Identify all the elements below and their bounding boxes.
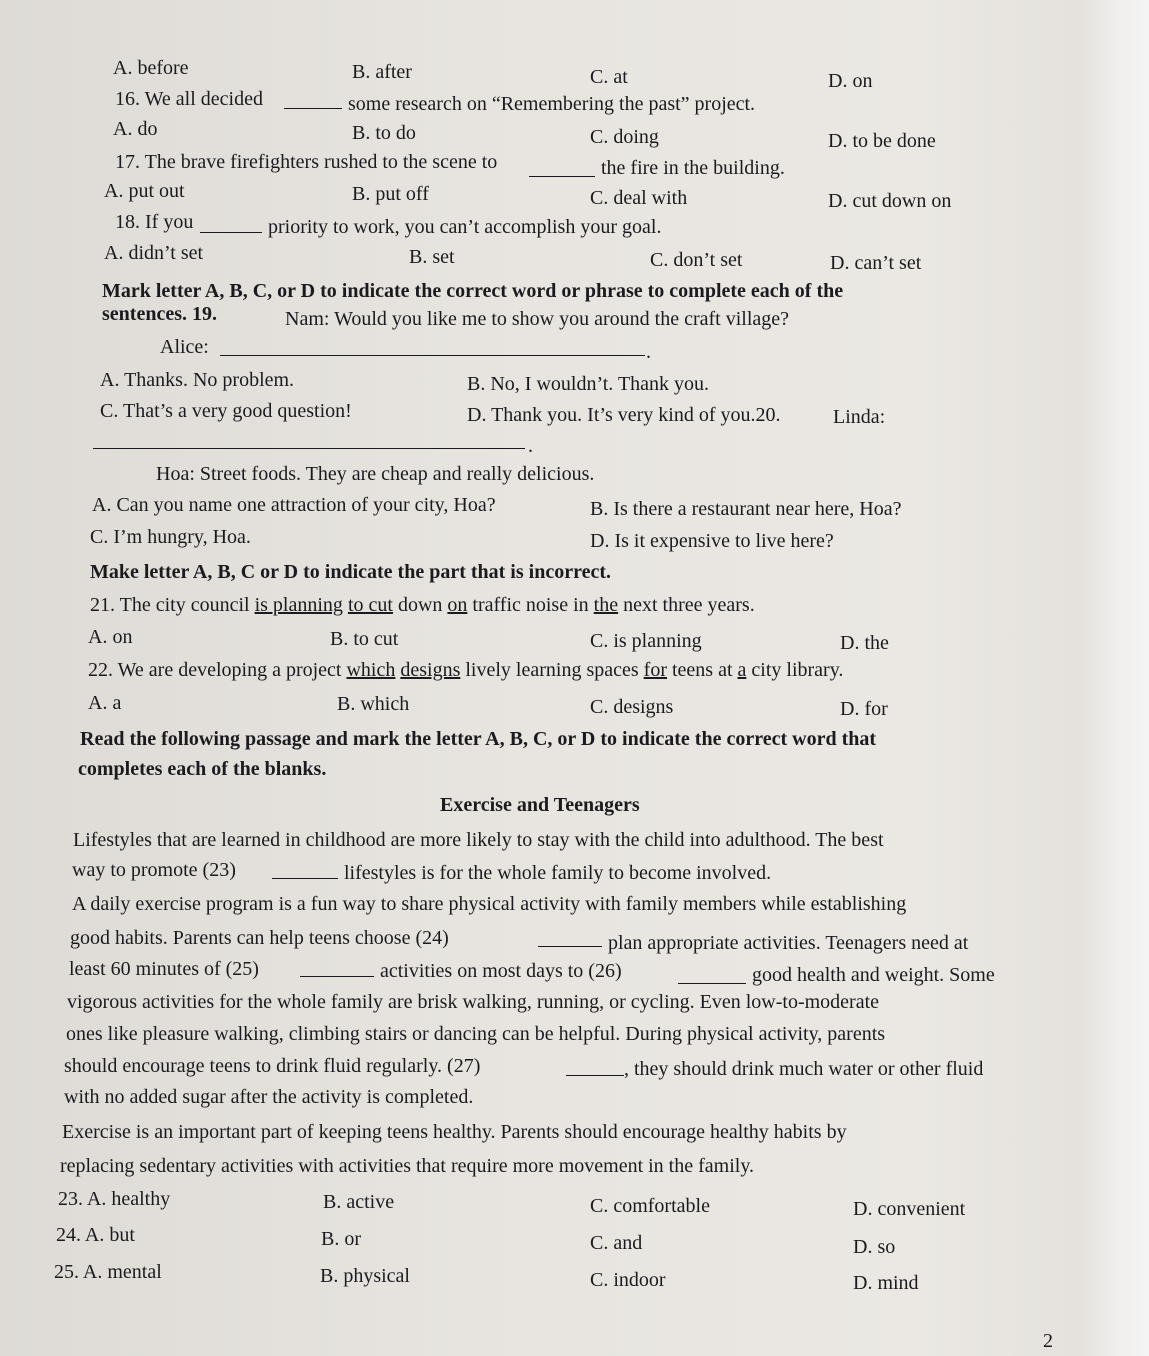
q22-underlined-a: a: [737, 659, 747, 681]
section-heading-mark-correct-cont: sentences. 19.: [102, 303, 217, 325]
q17-blank: [529, 176, 595, 177]
q21-underlined-d: the: [593, 594, 619, 616]
passage-line: ones like pleasure walking, climbing stairs or dancing can be helpful. During physical activity, parents: [66, 1023, 886, 1045]
q21-text: next three years.: [618, 594, 755, 616]
q22-option-b: B. which: [337, 693, 410, 715]
q19-blank-end: .: [646, 341, 651, 363]
q22-text: lively learning spaces: [460, 659, 644, 681]
q18-blank: [200, 232, 262, 233]
q21-underlined-b: to cut: [347, 594, 393, 616]
q25-option-d: D. mind: [853, 1272, 919, 1294]
q22-text: city library.: [746, 659, 844, 681]
passage-line: Exercise is an important part of keeping teens healthy. Parents should encourage healthy habits by: [62, 1121, 847, 1143]
q15-option-a: A. before: [113, 57, 189, 79]
q16-option-c: C. doing: [590, 126, 659, 148]
q21-option-c: C. is planning: [590, 630, 702, 652]
q20-option-b: B. Is there a restaurant near here, Hoa?: [590, 498, 902, 520]
passage-line: way to promote (23): [72, 859, 236, 881]
q24-option-c: C. and: [590, 1232, 643, 1254]
q16-option-a: A. do: [113, 118, 158, 140]
q17-option-a: A. put out: [104, 180, 185, 202]
passage-line: good habits. Parents can help teens choose (24): [70, 927, 449, 949]
q23-option-d: D. convenient: [853, 1198, 966, 1220]
q20-option-c: C. I’m hungry, Hoa.: [90, 526, 251, 548]
q23-option-c: C. comfortable: [590, 1195, 710, 1217]
q23-option-a: 23. A. healthy: [58, 1188, 171, 1210]
q18-stem-start: 18. If you: [115, 211, 194, 233]
q19-prompt: Nam: Would you like me to show you around the craft village?: [285, 308, 790, 330]
passage-line: A daily exercise program is a fun way to share physical activity with family members while establishing: [72, 893, 907, 915]
section-heading-reading: Read the following passage and mark the letter A, B, C, or D to indicate the correct word that: [80, 728, 877, 750]
q21-text: 21. The city council: [90, 594, 255, 616]
q21-option-a: A. on: [88, 626, 133, 648]
q22-text: teens at: [666, 659, 738, 681]
passage-line: Lifestyles that are learned in childhood are more likely to stay with the child into adulthood. The best: [73, 829, 884, 851]
q20-response: Hoa: Street foods. They are cheap and really delicious.: [156, 463, 595, 485]
q21-text: traffic noise in: [467, 594, 594, 616]
passage-line: should encourage teens to drink fluid regularly. (27): [64, 1055, 481, 1077]
q22-sentence: [88, 658, 843, 682]
blank-26: [678, 983, 746, 984]
q16-stem-end: some research on “Remembering the past” project.: [348, 93, 756, 115]
q25-option-c: C. indoor: [590, 1269, 666, 1291]
q19-option-d: D. Thank you. It’s very kind of you.20.: [467, 404, 781, 426]
q19-option-a: A. Thanks. No problem.: [100, 369, 295, 391]
q21-underlined-c: is planning: [254, 594, 343, 616]
q20-speaker: Linda:: [833, 406, 886, 428]
blank-24: [538, 946, 602, 947]
passage-line: plan appropriate activities. Teenagers need at: [608, 932, 969, 954]
section-heading-reading-cont: completes each of the blanks.: [78, 758, 327, 780]
q22-underlined-c: designs: [400, 659, 461, 681]
q17-option-d: D. cut down on: [828, 190, 952, 212]
q18-option-a: A. didn’t set: [104, 242, 204, 264]
q17-stem-end: the fire in the building.: [601, 157, 785, 179]
q22-option-a: A. a: [88, 692, 122, 714]
q21-option-b: B. to cut: [330, 628, 399, 650]
q21-text: down: [392, 594, 448, 616]
section-heading-incorrect: Make letter A, B, C or D to indicate the part that is incorrect.: [90, 561, 612, 583]
passage-line: , they should drink much water or other fluid: [624, 1058, 984, 1080]
passage-line: lifestyles is for the whole family to become involved.: [344, 862, 772, 884]
q21-option-d: D. the: [840, 632, 889, 654]
q24-option-a: 24. A. but: [56, 1224, 135, 1246]
page-number: 2: [1043, 1330, 1053, 1352]
q20-option-a: A. Can you name one attraction of your city, Hoa?: [92, 494, 496, 516]
q16-blank: [284, 108, 342, 109]
q16-stem-start: 16. We all decided: [115, 88, 263, 110]
q20-blank-end: .: [528, 435, 533, 457]
q15-option-d: D. on: [828, 70, 873, 92]
q22-underlined-b: which: [346, 659, 396, 681]
q15-option-c: C. at: [590, 66, 628, 88]
passage-line: with no added sugar after the activity is completed.: [64, 1086, 474, 1108]
passage-line: vigorous activities for the whole family are brisk walking, running, or cycling. Even low-to-moderate: [67, 991, 880, 1013]
q17-option-b: B. put off: [352, 183, 429, 205]
q15-option-b: B. after: [352, 61, 412, 83]
q17-option-c: C. deal with: [590, 187, 688, 209]
passage-line: replacing sedentary activities with activities that require more movement in the family.: [60, 1155, 755, 1177]
q23-option-b: B. active: [323, 1191, 395, 1213]
q19-speaker: Alice:: [160, 336, 209, 358]
q24-option-b: B. or: [321, 1228, 361, 1250]
passage-line: least 60 minutes of (25): [69, 958, 259, 980]
q22-text: 22. We are developing a project: [88, 659, 347, 681]
blank-25: [300, 976, 374, 977]
blank-27: [566, 1075, 624, 1076]
q18-option-b: B. set: [409, 246, 455, 268]
q18-option-c: C. don’t set: [650, 249, 743, 271]
q22-underlined-d: for: [643, 659, 667, 681]
section-heading-mark-correct: Mark letter A, B, C, or D to indicate the correct word or phrase to complete each of the: [102, 280, 844, 302]
passage-line: good health and weight. Some: [752, 964, 995, 986]
q17-stem-start: 17. The brave firefighters rushed to the scene to: [115, 151, 498, 173]
q21-sentence: [90, 593, 755, 617]
q25-option-a: 25. A. mental: [54, 1261, 162, 1283]
q16-option-b: B. to do: [352, 122, 416, 144]
q22-option-c: C. designs: [590, 696, 674, 718]
q21-underlined-a: on: [447, 594, 468, 616]
q20-option-d: D. Is it expensive to live here?: [590, 530, 834, 552]
q22-option-d: D. for: [840, 698, 888, 720]
passage-title: Exercise and Teenagers: [440, 794, 640, 816]
q20-blank: [93, 448, 525, 449]
passage-line: activities on most days to (26): [380, 960, 622, 982]
q25-option-b: B. physical: [320, 1265, 410, 1287]
q19-blank: [220, 355, 645, 356]
page-edge: [1079, 0, 1149, 1356]
q18-option-d: D. can’t set: [830, 252, 922, 274]
q18-stem-end: priority to work, you can’t accomplish your goal.: [268, 216, 662, 238]
q16-option-d: D. to be done: [828, 130, 936, 152]
blank-23: [272, 878, 338, 879]
q19-option-c: C. That’s a very good question!: [100, 400, 352, 422]
q19-option-b: B. No, I wouldn’t. Thank you.: [467, 373, 710, 395]
q24-option-d: D. so: [853, 1236, 896, 1258]
